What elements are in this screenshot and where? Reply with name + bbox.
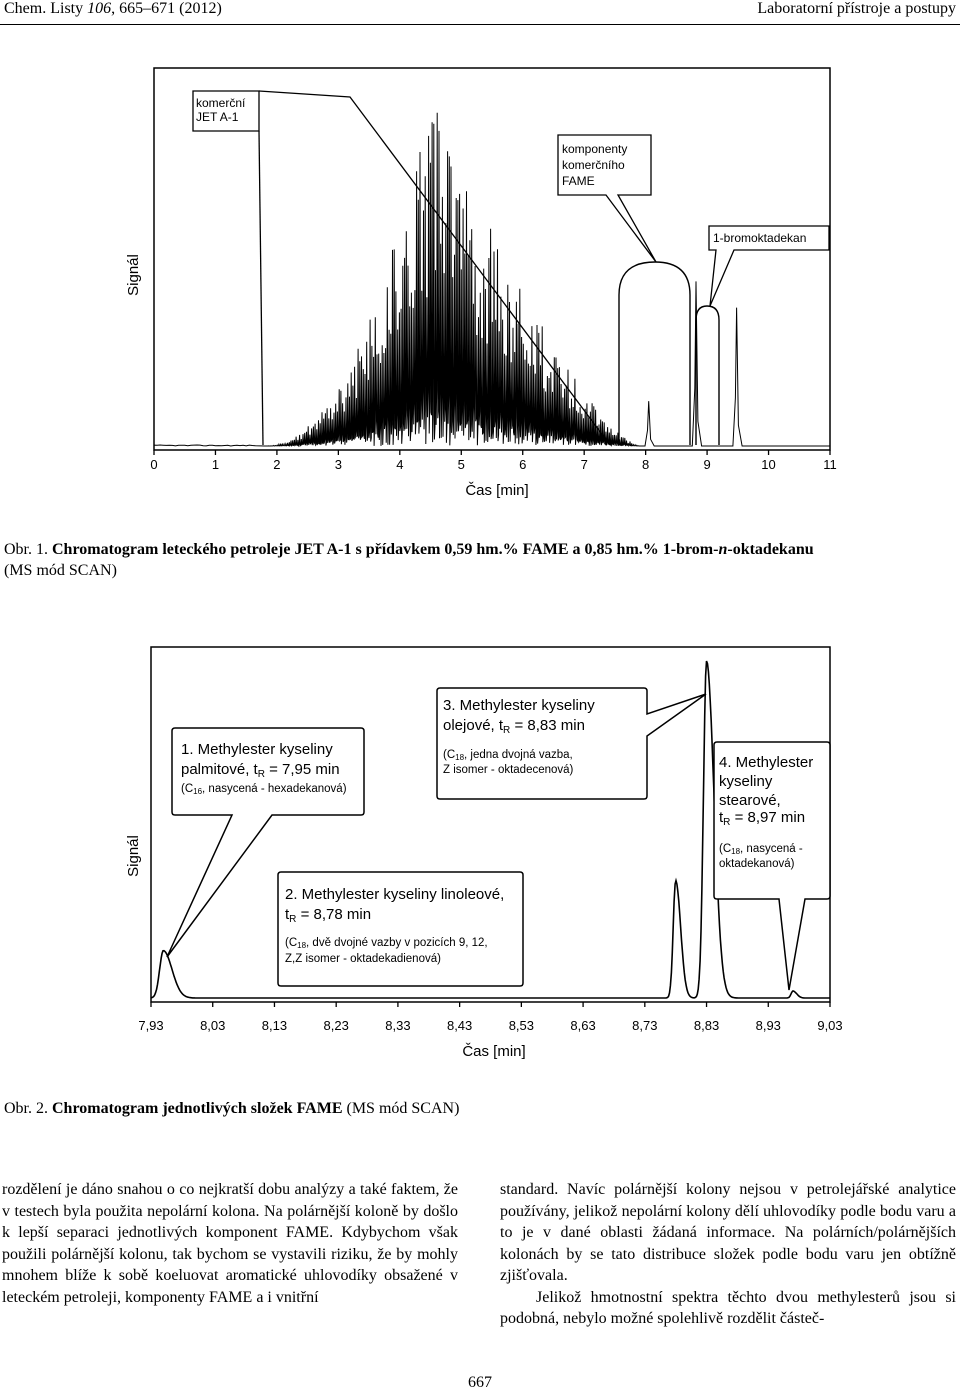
x-tick-label: 8,53	[508, 1018, 535, 1033]
x-tick-label: 9,03	[817, 1018, 843, 1033]
figure-1-chart	[0, 0, 960, 510]
figure-2-caption-rest: (MS mód SCAN)	[346, 1100, 460, 1117]
section-title: Laboratorní přístroje a postupy	[757, 0, 956, 17]
peak-2-line3: (C18, dvě dvojné vazby v pozicích 9, 12,	[285, 937, 488, 950]
x-tick-label: 3	[334, 457, 342, 472]
jet-callout-left	[259, 131, 263, 445]
x-tick-label: 10	[761, 457, 776, 472]
x-tick-label: 5	[457, 457, 465, 472]
x-tick-label: 8,83	[693, 1018, 720, 1033]
peak-3-line3: (C18, jedna dvojná vazba,	[443, 749, 573, 762]
figure-2-caption-label: Obr. 2.	[4, 1100, 48, 1117]
x-tick-label: 6	[519, 457, 527, 472]
annotation-peak-1	[181, 741, 347, 796]
y-axis-label: Signál	[125, 254, 142, 296]
figure-1-caption	[4, 539, 814, 581]
x-tick-label: 8,03	[200, 1018, 226, 1033]
x-tick-label: 9	[703, 457, 711, 472]
x-tick-label: 8,43	[446, 1018, 473, 1033]
peak-4-line5: (C18, nasycená -	[719, 843, 803, 856]
figure-1-caption-line2: (MS mód SCAN)	[4, 562, 117, 579]
fame-bracket	[619, 262, 690, 445]
x-tick-label: 7	[580, 457, 588, 472]
x-tick-label: 8,13	[261, 1018, 288, 1033]
journal-pages: , 665–671 (2012)	[111, 0, 222, 17]
peak-2-line2: $t_R = 8,78$ min	[285, 906, 372, 925]
body-paragraph: standard. Navíc polárnější kolony nejsou v petrolejářské analytice používány, jelikož nepolární kolony dělí uhlovodíky podle bodu varu a to je v dané oblasti žádaná informace. Na polárních/polárnějších kolonách by se tato distribuce složek podle bodu varu jen obtížně zjišťovala.	[500, 1181, 956, 1284]
peak-1-line3: (C16, nasycená - hexadekanová)	[181, 783, 347, 796]
x-axis	[150, 450, 836, 472]
journal-volume: 106	[87, 0, 112, 17]
peak-4-line2: kyseliny	[719, 773, 773, 790]
peak-2-line4: Z,Z isomer - oktadekadienová)	[285, 953, 441, 965]
x-tick-label: 7,93	[138, 1018, 164, 1033]
figure-2-chart	[0, 600, 960, 1070]
body-column-right	[500, 1179, 956, 1330]
x-tick-label: 8,63	[570, 1018, 596, 1033]
peak-4-line1: 4. Methylester	[719, 754, 814, 771]
page-number: 667	[468, 1374, 492, 1391]
annotation-jet-line2: JET A-1	[196, 110, 239, 124]
x-tick-label: 4	[396, 457, 404, 472]
x-tick-label: 8	[642, 457, 650, 472]
x-tick-label: 8,33	[385, 1018, 411, 1033]
y-axis-label: Signál	[125, 835, 142, 877]
journal-prefix: Chem. Listy	[4, 0, 88, 17]
annotation-fame-line1: komponenty	[562, 142, 628, 156]
x-tick-label: 0	[150, 457, 158, 472]
peak-1-line1: 1. Methylester kyseliny	[181, 741, 333, 758]
body-paragraph: Jelikož hmotnostní spektra těchto dvou methylesterů jsou si podobná, nebylo možné spolehlivě rozdělit částeč-	[500, 1288, 956, 1327]
peak-4-line6: oktadekanová)	[719, 858, 795, 870]
x-tick-label: 2	[273, 457, 281, 472]
peak-1-line2: palmitové, $t_R = 7,95$ min	[181, 761, 340, 780]
body-paragraph: rozdělení je dáno snahou o co nejkratší dobu analýzy a také faktem, že v testech byla použita nepolární kolona. Na polárnější koloně by došlo k lepší separaci jednotlivých komponent FAME. Kdybychom však použili polárnější kolonu, tak bychom se vystavili riziku, že by mohly mnohem blíže k sobě koeluovat aromatické uhlovodíky obsažené v leteckém petroleji, komponenty FAME a i vnitřní	[2, 1181, 458, 1306]
body-column-left	[2, 1179, 458, 1308]
figure-2-caption	[4, 1098, 459, 1119]
annotation-fame-line2: komerčního	[562, 158, 625, 172]
series-lines	[154, 113, 830, 446]
annotation-fame-line3: FAME	[562, 174, 595, 188]
x-axis	[138, 1002, 842, 1033]
figure-1-caption-title: Chromatogram leteckého petroleje JET A-1 s přídavkem 0,59 hm.% FAME a 0,85 hm.% 1-brom-n-oktadekanu	[52, 541, 814, 558]
peak-3-line1: 3. Methylester kyseliny	[443, 697, 595, 714]
x-tick-label: 11	[823, 457, 837, 472]
peak-3-line2: olejové, $t_R = 8,83$ min	[443, 717, 585, 736]
annotation-jet-line1: komerční	[196, 96, 246, 110]
chromatogram-line	[154, 113, 830, 446]
x-tick-label: 8,73	[632, 1018, 658, 1033]
x-axis-label: Čas [min]	[462, 1043, 526, 1060]
annotation-brom: 1-bromoktadekan	[713, 231, 807, 245]
x-tick-label: 1	[211, 457, 220, 472]
brom-bracket	[696, 306, 719, 445]
figure-1-caption-label: Obr. 1.	[4, 541, 48, 558]
x-axis-label: Čas [min]	[465, 482, 529, 499]
x-tick-label: 8,23	[323, 1018, 349, 1033]
x-tick-label: 8,93	[755, 1018, 781, 1033]
peak-2-line1: 2. Methylester kyseliny linoleové,	[285, 886, 505, 903]
figure-2-caption-title: Chromatogram jednotlivých složek FAME	[52, 1100, 343, 1117]
peak-3-line4: Z isomer - oktadecenová)	[443, 764, 574, 776]
peak-4-line3: stearové,	[719, 792, 781, 809]
peak-4-line4: $t_R = 8,97$ min	[719, 809, 806, 828]
